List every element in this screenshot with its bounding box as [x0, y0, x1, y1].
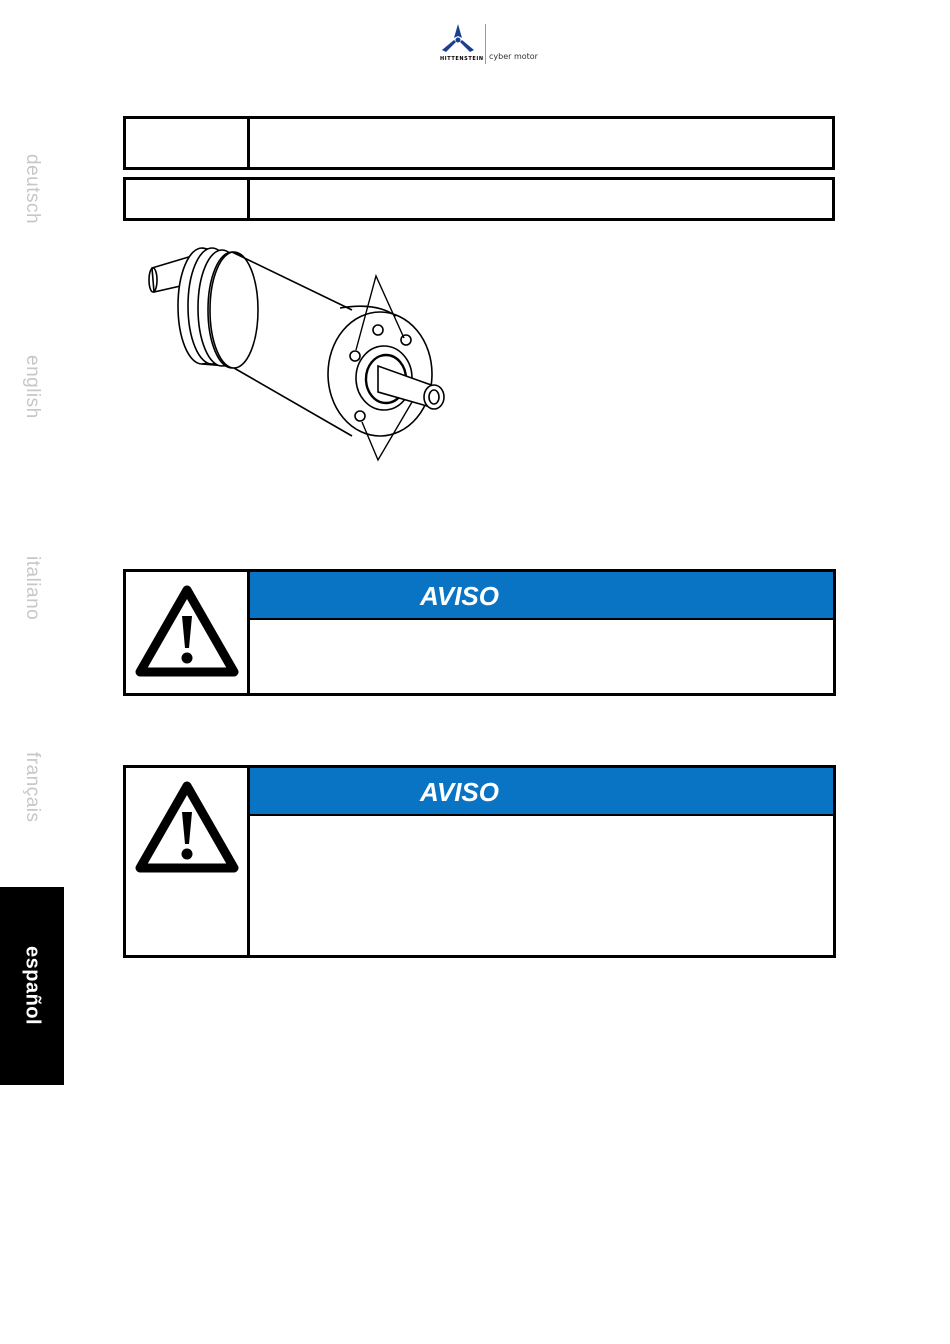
table-cell-value	[250, 180, 832, 218]
notice-header	[250, 768, 833, 816]
tab-francais[interactable]	[0, 742, 64, 832]
company-logo	[436, 22, 546, 68]
table-cell-value	[250, 119, 832, 167]
notice-icon-cell	[126, 768, 250, 955]
tab-italiano[interactable]	[0, 543, 64, 633]
tab-label: español	[21, 946, 44, 1026]
tab-espanol[interactable]	[0, 887, 64, 1085]
warning-notice	[123, 569, 836, 696]
table-cell-label	[126, 119, 250, 167]
tab-english[interactable]	[0, 342, 64, 432]
warning-triangle-icon	[134, 584, 240, 680]
notice-title: AVISO	[420, 581, 499, 611]
logo-brand-text: HITTENSTEIN	[440, 56, 484, 62]
logo-divider	[485, 24, 486, 64]
motor-with-mounting-holes-illustration	[140, 246, 460, 470]
table-row	[123, 177, 835, 221]
tab-label: deutsch	[22, 153, 43, 225]
tab-label: italiano	[22, 555, 43, 621]
logo-emblem-icon	[436, 22, 480, 56]
tab-label: français	[22, 751, 43, 823]
warning-triangle-icon	[134, 780, 240, 876]
notice-icon-cell	[126, 572, 250, 693]
table-cell-label	[126, 180, 250, 218]
logo-subtitle: cyber motor	[489, 52, 538, 61]
table-row	[123, 116, 835, 170]
tab-label: english	[22, 355, 43, 419]
motor-figure	[140, 246, 460, 470]
notice-title: AVISO	[420, 777, 499, 807]
warning-notice	[123, 765, 836, 958]
notice-header	[250, 572, 833, 620]
tab-deutsch[interactable]	[0, 144, 64, 234]
